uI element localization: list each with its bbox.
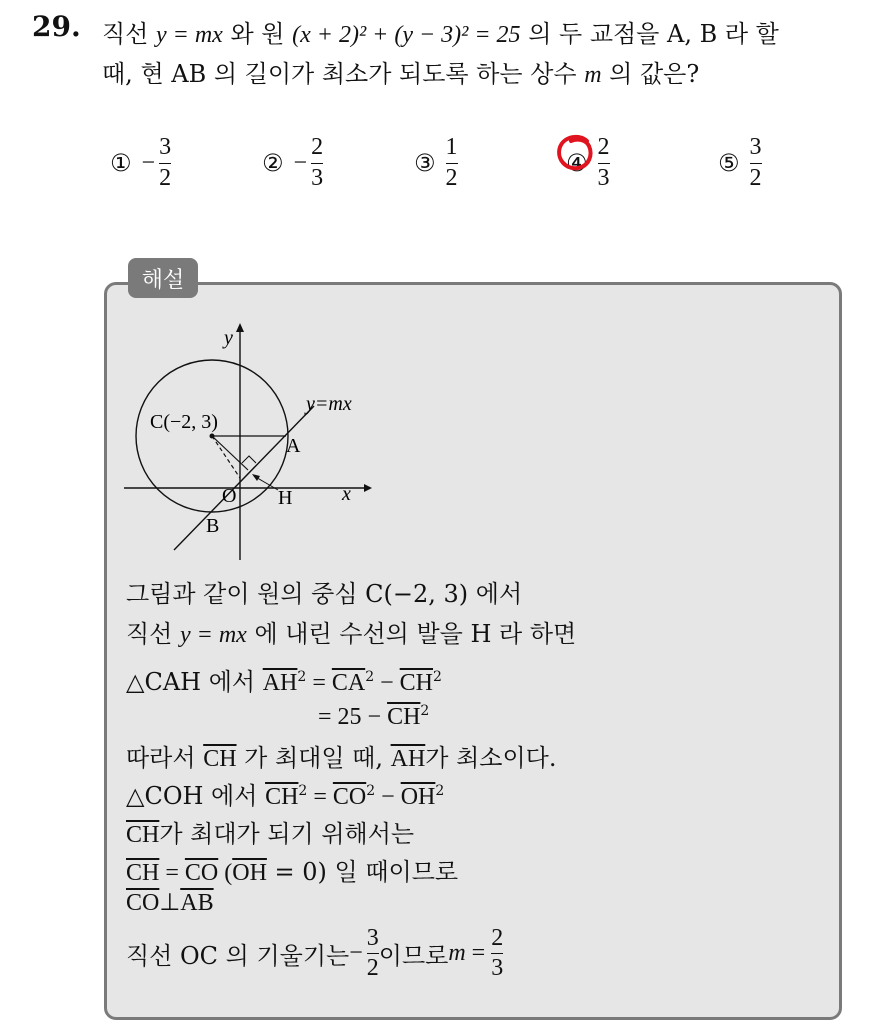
point-H-label: H (278, 487, 293, 509)
solution-line-4: = $25 - \overline{CH}^2$ (318, 703, 430, 730)
choice-5-fraction: $\frac{3}{2}$ (749, 134, 762, 191)
choice-4-fraction: $\frac{2}{3}$ (597, 134, 610, 191)
point-B-label: B (206, 515, 220, 537)
y-axis-arrow-icon (236, 323, 244, 332)
question-number: 29. (32, 10, 81, 43)
choice-4-symbol: ④ (566, 149, 588, 177)
segment-CO (212, 436, 240, 478)
choice-2-fraction: $\frac{2}{3}$ (311, 134, 324, 191)
choice-5-symbol: ⑤ (718, 149, 740, 177)
choice-1-symbol: ① (110, 149, 132, 177)
point-O-label: O (222, 485, 237, 507)
question-line-2: 때, 현 AB 의 길이가 최소가 되도록 하는 상수 m 의 값은? (102, 60, 700, 88)
choice-1[interactable] (110, 128, 171, 198)
line-label: y=mx (306, 393, 352, 415)
choice-2[interactable] (262, 128, 323, 198)
solution-line-2: 직선 y = mx 에 내린 수선의 발을 H 라 하면 (126, 620, 577, 648)
center-label: C(−2, 3) (150, 411, 218, 433)
choice-2-sign: − (293, 149, 308, 176)
choice-3-fraction: $\frac{1}{2}$ (445, 134, 458, 191)
solution-line-1: 그림과 같이 원의 중심 C(−2, 3) 에서 (126, 580, 523, 608)
question-line-1: 직선 y = mx 와 원 (x + 2)² + (y − 3)² = 25 의 두 교점을 A, B 라 할 (102, 20, 779, 48)
solution-tag: 해설 (128, 258, 198, 298)
y-axis-label: y (224, 327, 233, 349)
solution-figure (118, 318, 378, 562)
center-dot (210, 434, 215, 439)
solution-line-9: $\overline{CO}\perp\overline{AB}$ (126, 890, 214, 916)
solution-line-7: $\overline{CH}$가 최대가 되기 위해서는 (126, 820, 415, 848)
h-pointer-arrow-icon (252, 474, 260, 481)
solution-line-10: 직선 OC 의 기울기는 − $\frac{3}{2}$ 이므로 m = $\frac{2}{3}$ (126, 925, 504, 982)
segment-CH (212, 436, 248, 470)
choice-1-fraction: $\frac{3}{2}$ (159, 134, 172, 191)
x-axis-label: x (342, 483, 351, 505)
solution-line-5: 따라서 $\overline{CH}$ 가 최대일 때, $\overline{AH}$가 최소이다. (126, 744, 557, 772)
choice-2-symbol: ② (262, 149, 284, 177)
solution-line-8: $\overline{CH} = \overline{CO}$ $(\overline{OH} = 0)$ 일 때이므로 (126, 858, 459, 886)
solution-line-3: △CAH 에서 $\overline{AH}^2 = \overline{CA}^2 - \overline{CH}^2$ (126, 668, 442, 696)
answer-mark-icon (556, 133, 596, 173)
choice-3[interactable] (414, 128, 458, 198)
right-angle-mark (242, 456, 256, 463)
choice-3-symbol: ③ (414, 149, 436, 177)
solution-line-6: △COH 에서 $\overline{CH}^2 = \overline{CO}^2 - \overline{OH}^2$ (126, 782, 445, 810)
choice-1-sign: − (141, 149, 156, 176)
x-axis-arrow-icon (364, 484, 372, 492)
point-A-label: A (286, 435, 301, 457)
choice-5[interactable] (718, 128, 762, 198)
